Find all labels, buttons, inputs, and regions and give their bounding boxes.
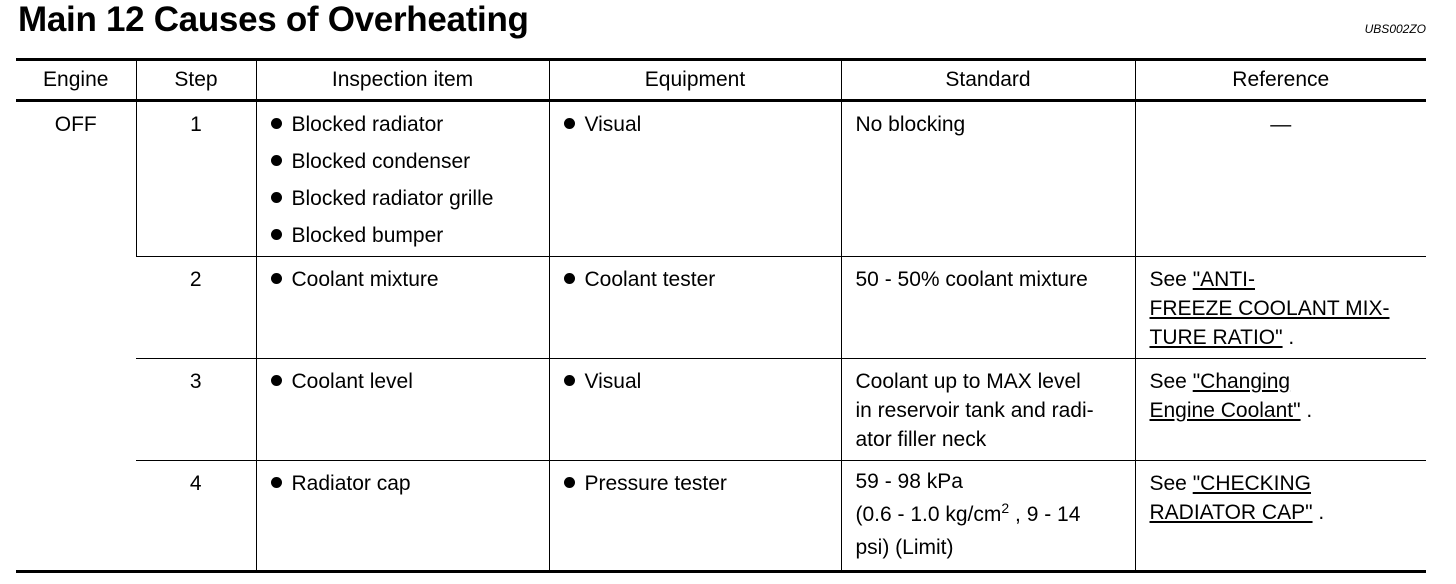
header-reference: Reference <box>1135 60 1426 101</box>
equipment-cell <box>549 101 841 257</box>
bullet-icon <box>564 477 575 488</box>
reference-link-checking-radiator-cap[interactable]: "CHECKING RADIATOR CAP" <box>1149 472 1313 524</box>
reference-cell: See "Changing Engine Coolant" . <box>1135 359 1426 461</box>
table-row <box>16 359 1426 461</box>
step-cell <box>136 101 256 257</box>
reference-link-changing-engine-coolant[interactable]: "Changing Engine Coolant" <box>1149 370 1301 422</box>
overheating-causes-table <box>16 58 1426 573</box>
standard-cell: Coolant up to MAX level in reservoir tank and radi- ator filler neck <box>841 359 1135 461</box>
inspection-item-cell <box>256 257 549 359</box>
list-item: Radiator cap <box>271 469 539 498</box>
inspection-item-cell <box>256 101 549 257</box>
equipment-cell <box>549 359 841 461</box>
inspection-item-cell <box>256 359 549 461</box>
list-item: Blocked condenser <box>271 147 539 176</box>
engine-state-cell <box>16 101 136 572</box>
reference-link-coolant-mixture-ratio[interactable]: "ANTI- FREEZE COOLANT MIX- TURE RATIO" <box>1149 268 1390 349</box>
header-equipment: Equipment <box>549 60 841 101</box>
bullet-icon <box>564 118 575 129</box>
bullet-icon <box>271 477 282 488</box>
standard-cell: 50 - 50% coolant mixture <box>841 257 1135 359</box>
table-row <box>16 461 1426 572</box>
header-step: Step <box>136 60 256 101</box>
step-number: 3 <box>189 370 202 393</box>
reference-cell: — <box>1135 101 1426 257</box>
bullet-icon <box>271 192 282 203</box>
page-title: Main 12 Causes of Overheating <box>18 0 529 39</box>
bullet-icon <box>271 118 282 129</box>
list-item: Blocked radiator <box>271 110 539 139</box>
bullet-icon <box>271 273 282 284</box>
reference-cell: See "CHECKING RADIATOR CAP" . <box>1135 461 1426 572</box>
step-cell <box>136 359 256 461</box>
step-number: 1 <box>190 113 202 136</box>
bullet-icon <box>564 375 575 386</box>
standard-cell: No blocking <box>841 101 1135 257</box>
list-item: Coolant mixture <box>271 265 539 294</box>
engine-state: OFF <box>54 113 97 136</box>
bullet-icon <box>271 155 282 166</box>
step-cell <box>136 461 256 572</box>
list-item: Visual <box>564 110 831 139</box>
list-item: Coolant level <box>271 367 539 396</box>
bullet-icon <box>271 229 282 240</box>
document-code: UBS002ZO <box>1364 22 1426 36</box>
inspection-item-cell <box>256 461 549 572</box>
header-standard: Standard <box>841 60 1135 101</box>
list-item: Blocked radiator grille <box>271 184 539 213</box>
standard-cell: 59 - 98 kPa (0.6 - 1.0 $kg/cm^2$ , 9 - 14 psi) (Limit) <box>841 461 1135 572</box>
table-row <box>16 101 1426 257</box>
table-header-row <box>16 60 1426 101</box>
step-number: 2 <box>189 268 202 291</box>
bullet-icon <box>271 375 282 386</box>
step-cell <box>136 257 256 359</box>
reference-cell: See "ANTI- FREEZE COOLANT MIX- TURE RATIO" . <box>1135 257 1426 359</box>
list-item: Pressure tester <box>564 469 831 498</box>
list-item: Blocked bumper <box>271 221 539 250</box>
list-item: Coolant tester <box>564 265 831 294</box>
header-inspection-item: Inspection item <box>256 60 549 101</box>
equipment-cell <box>549 257 841 359</box>
bullet-icon <box>564 273 575 284</box>
equipment-cell <box>549 461 841 572</box>
list-item: Visual <box>564 367 831 396</box>
table-row <box>16 257 1426 359</box>
header-engine: Engine <box>43 68 109 91</box>
step-number: 4 <box>189 472 202 495</box>
